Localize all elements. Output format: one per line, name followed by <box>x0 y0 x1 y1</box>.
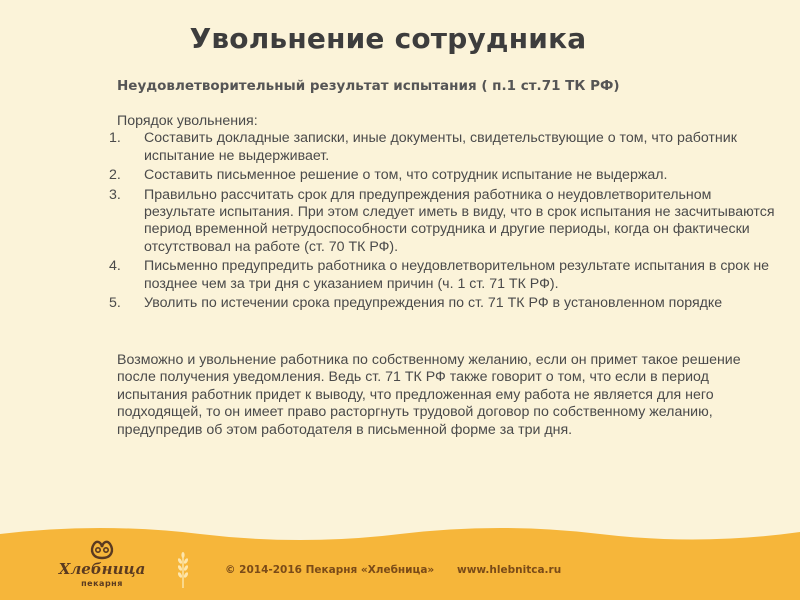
step-number: 1. <box>109 130 121 147</box>
procedure-step <box>109 258 777 293</box>
step-text: Письменно предупредить работника о неудовлетворительном результате испытания в срок не позднее чем за три дня с указанием причин (ч. 1 ст. 71 ТК РФ). <box>144 258 770 292</box>
step-number: 5. <box>109 295 121 312</box>
procedure-step <box>109 186 777 257</box>
logo-name: Хлебница <box>58 560 146 578</box>
procedure-step <box>109 167 777 184</box>
step-number: 4. <box>109 258 121 275</box>
pretzel-icon <box>88 538 116 560</box>
procedure-step <box>109 295 777 312</box>
website-link[interactable]: www.hlebnitca.ru <box>457 564 562 576</box>
step-number: 2. <box>109 167 121 184</box>
logo-subtitle: пекарня <box>81 579 123 588</box>
procedure-step <box>109 130 777 165</box>
procedure-intro: Порядок увольнения: <box>117 113 258 129</box>
slide-title: Увольнение сотрудника <box>189 22 587 55</box>
procedure-steps-list <box>109 130 777 312</box>
closing-paragraph: Возможно и увольнение работника по собственному желанию, если он примет такое решение после получения уведомления. Ведь ст. 71 ТК РФ также говорит о том, что если в период испытания работник придет к выводу, что предложенная ему работа не является для него подходящей, то он имеет право расторгнуть трудовой договор по собственному желанию, предупредив об этом работодателя в письменной форме за три дня. <box>117 352 741 438</box>
slide-subtitle: Неудовлетворительный результат испытания ( п.1 ст.71 ТК РФ) <box>117 78 620 94</box>
bakery-logo <box>52 538 152 594</box>
wheat-icon <box>176 552 190 588</box>
step-text: Составить письменное решение о том, что сотрудник испытание не выдержал. <box>144 167 668 184</box>
step-text: Составить докладные записки, иные документы, свидетельствующие о том, что работник испытание не выдерживает. <box>144 130 737 164</box>
step-text: Правильно рассчитать срок для предупреждения работника о неудовлетворительном результате испытания. При этом следует иметь в виду, что в срок испытания не засчитываются период временной нетрудоспособности сотрудника и другие периоды, когда он фактически отсутствовал на работе (ст. 70 ТК РФ). <box>144 186 775 255</box>
copyright-text: © 2014-2016 Пекарня «Хлебница» <box>225 564 435 576</box>
step-text: Уволить по истечении срока предупреждения по ст. 71 ТК РФ в установленном порядке <box>144 295 723 312</box>
procedure-section <box>109 113 777 314</box>
step-number: 3. <box>109 186 121 203</box>
